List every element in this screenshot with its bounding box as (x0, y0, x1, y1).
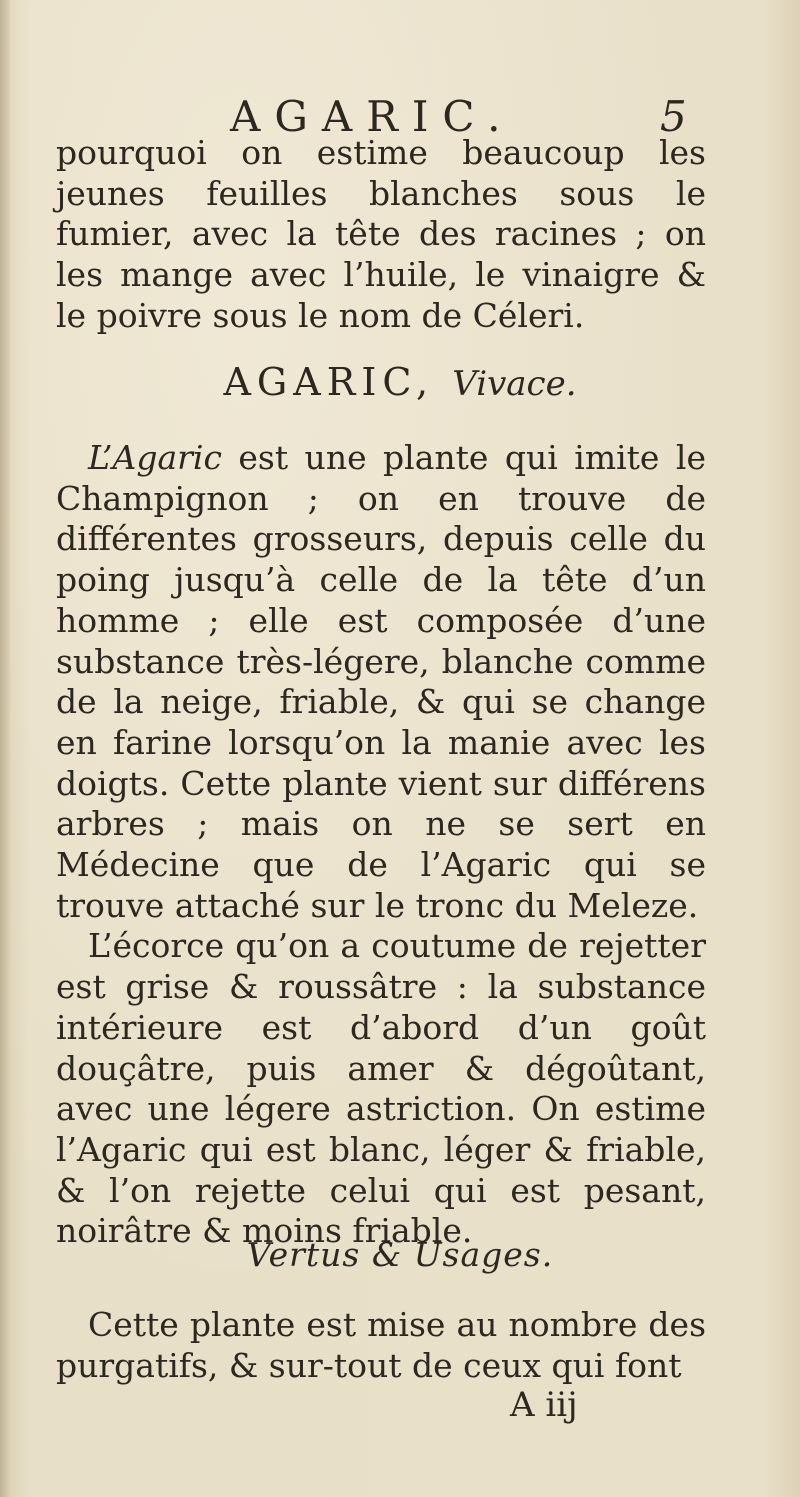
description-paragraph-2 (56, 926, 706, 1252)
virtues-block (56, 1305, 706, 1386)
description-block (56, 438, 706, 1252)
continuation-paragraph (56, 133, 706, 337)
running-head: AGARIC. (230, 92, 515, 141)
continuation-text: pourquoi on estime beaucoup les jeunes feuilles blanches sous le fumier, avec la tête des racines ; on les mange avec l’huile, le vinaigre & le poivre sous le nom de Céleri. (56, 133, 706, 335)
description-paragraph-1 (56, 438, 706, 926)
description-para2-text: L’écorce qu’on a coutume de rejetter est grise & roussâtre : la substance intérieure est d’abord d’un goût douçâtre, puis amer & dégoûtant, avec une légere astriction. On estime l’Agaric qui est blanc, léger & friable, & l’on rejette celui qui est pesant, noirâtre & moins friable. (56, 926, 706, 1251)
description-para1-text: est une plante qui imite le Champignon ; on en trouve de différentes grosseurs, depuis celle du poing jusqu’à celle de la tête d’un homme ; elle est composée d’une substance très-légere, blanche comme de la neige, friable, & qui se change en farine lorsqu’on la manie avec les doigts. Cette plante vient sur différens arbres ; mais on ne se sert en Médecine que de l’Agaric qui se trouve attaché sur le tronc du Meleze. (56, 438, 706, 925)
section-heading-qualifier: Vivace. (452, 364, 577, 404)
page-number: 5 (660, 92, 687, 141)
virtues-paragraph (56, 1305, 706, 1386)
virtues-text: Cette plante est mise au nombre des purgatifs, & sur-tout de ceux qui font (56, 1305, 706, 1385)
subheading: Vertus & Usages. (246, 1235, 554, 1274)
description-lead: L’Agaric (88, 438, 222, 477)
signature-mark: A iij (510, 1385, 578, 1425)
section-heading-name: AGARIC, (223, 360, 435, 404)
section-heading (0, 360, 800, 404)
